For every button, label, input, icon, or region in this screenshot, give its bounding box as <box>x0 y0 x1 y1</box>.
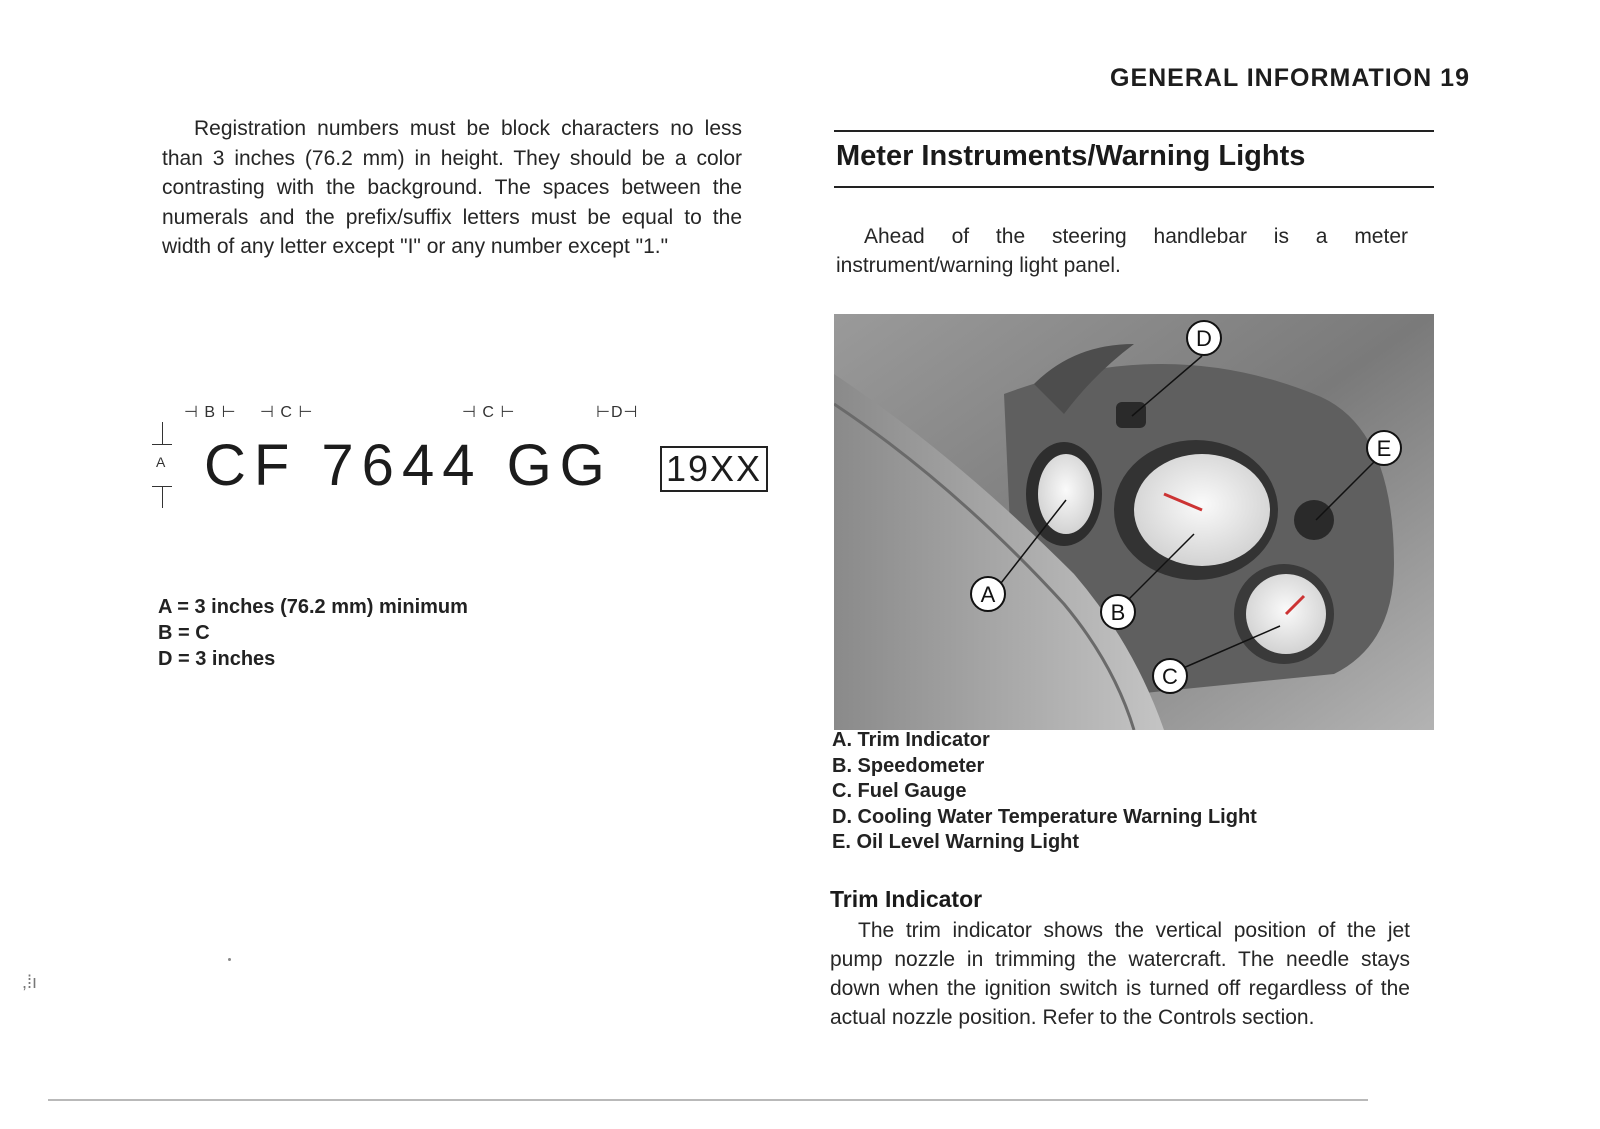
svg-text:E: E <box>1376 436 1392 461</box>
intro-paragraph: Ahead of the steering handlebar is a meter instrument/warning light panel. <box>836 225 1408 277</box>
callout-d <box>1187 321 1221 355</box>
instrument-panel-photo <box>834 314 1434 730</box>
photo-captions <box>832 728 1257 856</box>
legend-item: A = 3 inches (76.2 mm) minimum <box>158 596 468 618</box>
callout-a <box>971 577 1005 611</box>
page-header: GENERAL INFORMATION 19 <box>1110 64 1470 92</box>
dimension-b: ⊣ B ⊢ <box>184 404 237 421</box>
plate-year-box: 19XX <box>660 446 768 492</box>
callout-b <box>1101 595 1135 629</box>
plate-legend <box>158 594 468 672</box>
dimension-c-1: ⊣ C ⊢ <box>260 404 314 421</box>
trim-indicator-paragraph: The trim indicator shows the vertical position of the jet pump nozzle in trimming the watercraft. The needle stays down when the ignition switch is turned off regardless of the actual nozzle position. Refer to the Controls section. <box>830 919 1410 1029</box>
trim-indicator-heading: Trim Indicator <box>830 886 983 912</box>
dimension-a-label: A <box>156 454 166 470</box>
scan-dot <box>228 958 231 961</box>
caption-item: A. Trim Indicator <box>832 729 990 751</box>
section-rule-top <box>834 130 1434 132</box>
callout-c <box>1153 659 1187 693</box>
registration-paragraph: Registration numbers must be block characters no less than 3 inches (76.2 mm) in height. They should be a color contrasting with the background. The spaces between the numerals and the prefix/suffix letters must be equal to the width of any letter except "I" or any number except "1." <box>162 117 742 258</box>
section-rule-bottom <box>834 186 1434 188</box>
svg-text:B: B <box>1110 600 1126 625</box>
caption-item: B. Speedometer <box>832 754 985 777</box>
legend-item: B = C <box>158 622 210 644</box>
registration-plate-diagram <box>150 404 790 518</box>
footer-rule <box>48 1099 1368 1101</box>
svg-text:A: A <box>980 582 996 607</box>
callout-e <box>1367 431 1401 465</box>
dimension-c-2: ⊣ C ⊢ <box>462 404 516 421</box>
legend-item: D = 3 inches <box>158 648 276 670</box>
plate-number: CF 7644 GG <box>204 433 613 498</box>
dimension-d: ⊢D⊣ <box>596 404 639 421</box>
caption-item: D. Cooling Water Temperature Warning Light <box>832 805 1257 828</box>
caption-item: C. Fuel Gauge <box>832 780 967 802</box>
svg-text:C: C <box>1162 664 1178 689</box>
caption-item: E. Oil Level Warning Light <box>832 831 1080 853</box>
svg-text:D: D <box>1196 326 1212 351</box>
dimension-a-marker <box>150 422 176 508</box>
scan-mark: ,⁞ı <box>22 972 38 992</box>
section-title: Meter Instruments/Warning Lights <box>836 140 1306 172</box>
